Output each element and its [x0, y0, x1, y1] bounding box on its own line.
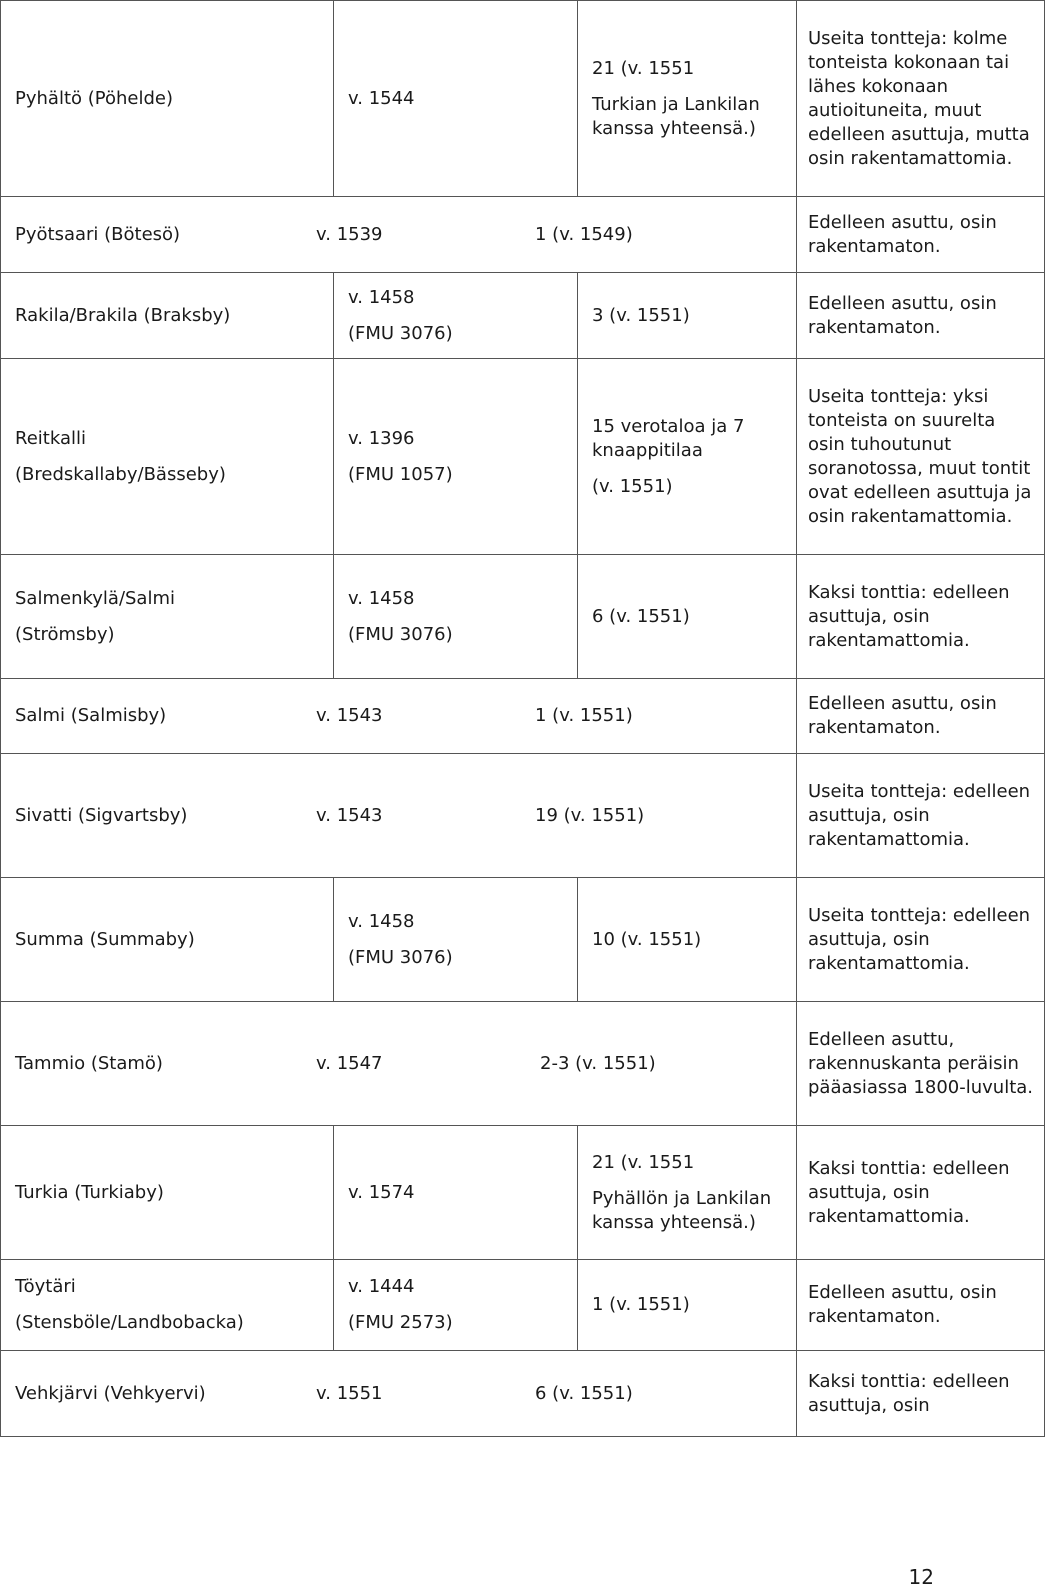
- village-name: Turkia (Turkiaby): [1, 1126, 334, 1260]
- village-name: Salmi (Salmisby): [15, 705, 167, 726]
- village-name: Tammio (Stamö): [15, 1052, 163, 1074]
- house-count: 1 (v. 1551): [535, 705, 633, 726]
- house-count: 21 (v. 1551 Pyhällön ja Lankilan kanssa yhteensä.): [578, 1126, 797, 1260]
- house-count: 10 (v. 1551): [578, 878, 797, 1002]
- current-status: Edelleen asuttu, osin rakentamaton.: [797, 197, 1045, 273]
- table-row: [1, 1351, 1045, 1437]
- village-name: Sivatti (Sigvartsby): [15, 804, 188, 826]
- table-row: [1, 555, 1045, 679]
- house-count: 6 (v. 1551): [535, 1382, 633, 1404]
- table-row: [1, 359, 1045, 555]
- house-count: 21 (v. 1551 Turkian ja Lankilan kanssa yhteensä.): [578, 1, 797, 197]
- village-merged-cell: [1, 1002, 797, 1126]
- house-count: 1 (v. 1551): [578, 1260, 797, 1351]
- table-row: [1, 754, 1045, 878]
- first-mention: v. 1544: [334, 1, 578, 197]
- first-mention: v. 1574: [334, 1126, 578, 1260]
- current-status: Kaksi tonttia: edelleen asuttuja, osin rakentamattomia.: [797, 555, 1045, 679]
- current-status: Useita tontteja: edelleen asuttuja, osin rakentamattomia.: [797, 754, 1045, 878]
- village-name: Töytäri (Stensböle/Landbobacka): [1, 1260, 334, 1351]
- first-mention: v. 1543: [316, 705, 383, 726]
- house-count: 19 (v. 1551): [535, 804, 645, 826]
- village-name: Reitkalli (Bredskallaby/Bässeby): [1, 359, 334, 555]
- first-mention: v. 1539: [316, 223, 383, 245]
- page-number: 12: [908, 1565, 934, 1589]
- current-status: Kaksi tonttia: edelleen asuttuja, osin: [797, 1351, 1045, 1437]
- village-merged-cell: [1, 754, 797, 878]
- current-status: Edelleen asuttu, rakennuskanta peräisin pääasiassa 1800-luvulta.: [797, 1002, 1045, 1126]
- table-row: [1, 878, 1045, 1002]
- first-mention: v. 1444 (FMU 2573): [334, 1260, 578, 1351]
- current-status: Useita tontteja: edelleen asuttuja, osin rakentamattomia.: [797, 878, 1045, 1002]
- first-mention: v. 1458 (FMU 3076): [334, 273, 578, 359]
- village-name: Rakila/Brakila (Braksby): [1, 273, 334, 359]
- table-row: [1, 679, 1045, 754]
- table-row: [1, 197, 1045, 273]
- current-status: Edelleen asuttu, osin rakentamaton.: [797, 1260, 1045, 1351]
- first-mention: v. 1551: [316, 1382, 383, 1404]
- village-merged-cell: [1, 1351, 797, 1437]
- table-row: [1, 1126, 1045, 1260]
- house-count: 1 (v. 1549): [535, 223, 633, 245]
- first-mention: v. 1458 (FMU 3076): [334, 555, 578, 679]
- current-status: Useita tontteja: kolme tonteista kokonaan tai lähes kokonaan autioituneita, muut edelleen asuttuja, mutta osin rakentamattomia.: [797, 1, 1045, 197]
- village-merged-cell: [1, 679, 797, 754]
- house-count: 15 verotaloa ja 7 knaappitilaa (v. 1551): [578, 359, 797, 555]
- house-count: 2-3 (v. 1551): [540, 1052, 656, 1074]
- village-merged-cell: [1, 197, 797, 273]
- village-name: Summa (Summaby): [1, 878, 334, 1002]
- first-mention: v. 1543: [316, 804, 383, 826]
- village-name: Vehkjärvi (Vehkyervi): [15, 1382, 206, 1404]
- house-count: 3 (v. 1551): [578, 273, 797, 359]
- village-name: Pyötsaari (Bötesö): [15, 223, 181, 245]
- house-count: 6 (v. 1551): [578, 555, 797, 679]
- current-status: Edelleen asuttu, osin rakentamaton.: [797, 679, 1045, 754]
- current-status: Useita tontteja: yksi tonteista on suurelta osin tuhoutunut soranotossa, muut tontit ovat edelleen asuttuja ja osin rakentamattomia.: [797, 359, 1045, 555]
- table-row: [1, 273, 1045, 359]
- village-name: Salmenkylä/Salmi (Strömsby): [1, 555, 334, 679]
- first-mention: v. 1458 (FMU 3076): [334, 878, 578, 1002]
- table-row: [1, 1260, 1045, 1351]
- table-row: [1, 1, 1045, 197]
- first-mention: v. 1396 (FMU 1057): [334, 359, 578, 555]
- current-status: Edelleen asuttu, osin rakentamaton.: [797, 273, 1045, 359]
- village-name: Pyhältö (Pöhelde): [1, 1, 334, 197]
- table-row: [1, 1002, 1045, 1126]
- first-mention: v. 1547: [316, 1052, 383, 1074]
- current-status: Kaksi tonttia: edelleen asuttuja, osin rakentamattomia.: [797, 1126, 1045, 1260]
